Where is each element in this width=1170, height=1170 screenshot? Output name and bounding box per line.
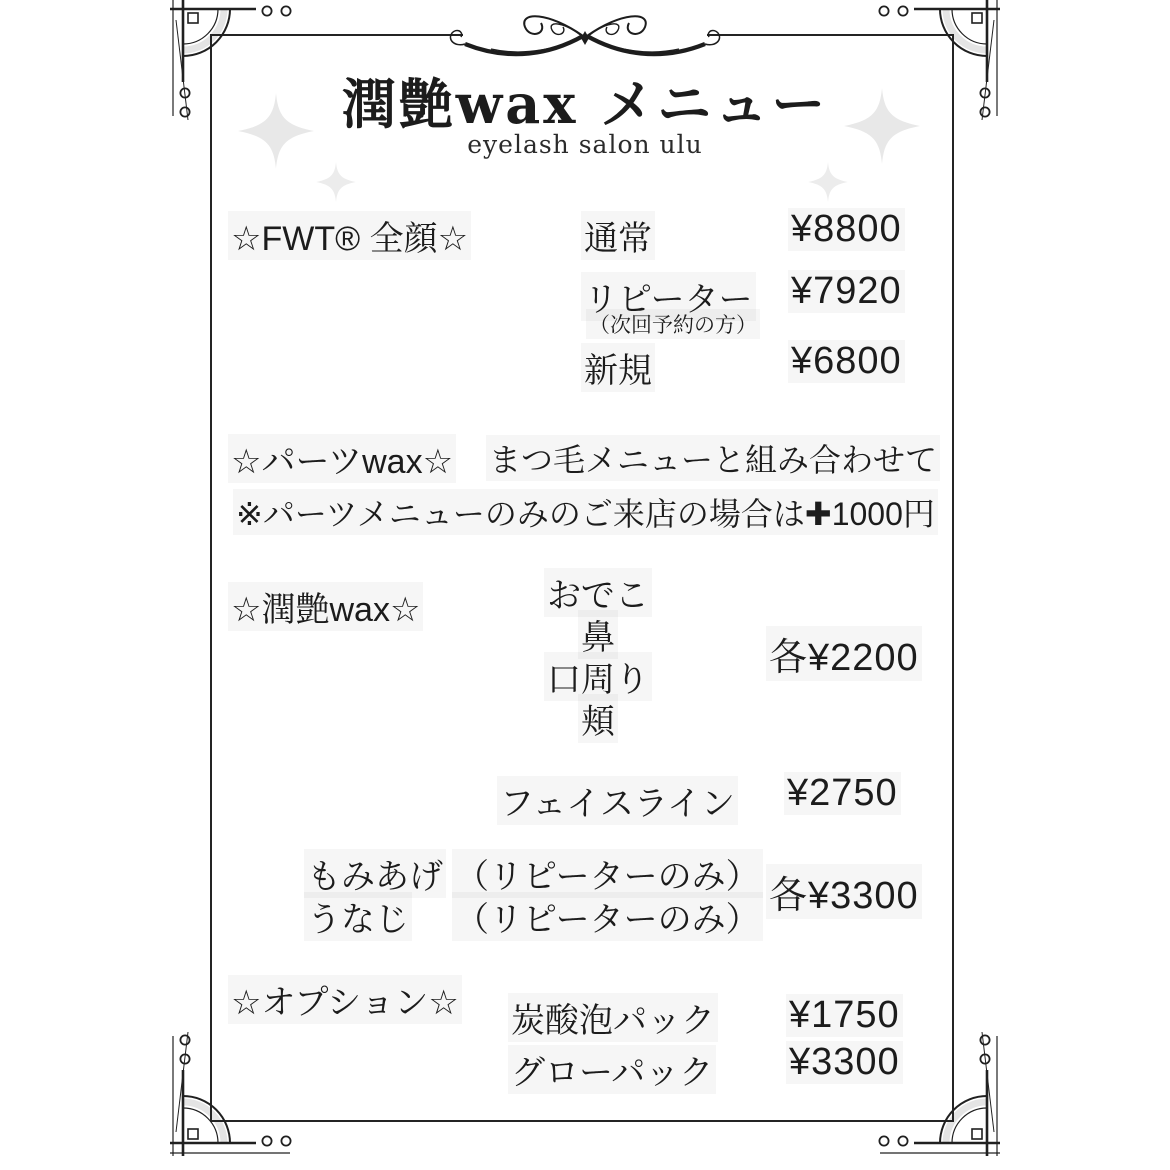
fwt-row-normal-price [788, 208, 905, 251]
row-label: もみあげ [304, 849, 446, 898]
note-text: （リピーターのみ） [452, 849, 763, 898]
fwt-row-normal-label [581, 211, 655, 260]
row-label: 炭酸泡パック [508, 993, 718, 1042]
item-label: 頬 [578, 694, 618, 743]
corner-ornament-bottom-left-icon [168, 1018, 308, 1158]
juntsuya-item-cheek [498, 694, 698, 743]
faceline-label [497, 776, 738, 825]
price-value: ¥6800 [788, 340, 905, 383]
nape-note [452, 892, 763, 941]
section-heading-fwt-label: ☆FWT® 全顔☆ [228, 211, 471, 260]
note-text: （リピーターのみ） [452, 892, 763, 941]
row-label: グローパック [508, 1045, 716, 1094]
row-label: 通常 [581, 211, 655, 260]
option-glow-pack-price [786, 1041, 903, 1084]
price-value: ¥2750 [784, 772, 901, 815]
price-value: 各¥3300 [766, 864, 922, 919]
fwt-row-new-label [581, 343, 655, 392]
sideburns-label [304, 849, 446, 898]
price-value: ¥8800 [788, 208, 905, 251]
price-value: ¥3300 [786, 1041, 903, 1084]
section-heading-options-label: ☆オプション☆ [228, 975, 462, 1024]
fwt-row-new-price [788, 340, 905, 383]
row-label: フェイスライン [497, 776, 738, 825]
row-label: リピーター [581, 272, 756, 321]
parts-surcharge-note [233, 489, 938, 535]
section-heading-parts [228, 434, 456, 483]
option-carbonated-pack-label [508, 993, 718, 1042]
row-label: うなじ [304, 892, 412, 941]
description-text: まつ毛メニューと組み合わせて [486, 435, 940, 481]
row-label: 新規 [581, 343, 655, 392]
option-glow-pack-label [508, 1045, 716, 1094]
sideburns-note [452, 849, 763, 898]
price-value: ¥1750 [786, 994, 903, 1037]
section-heading-fwt [228, 211, 471, 260]
sparkle-icon [808, 162, 848, 202]
fwt-row-repeater-price [788, 270, 905, 313]
item-label: 口周り [544, 652, 652, 701]
juntsuya-items-price [766, 626, 922, 681]
corner-ornament-bottom-right-icon [862, 1018, 1002, 1158]
section-heading-juntsuya [228, 582, 423, 631]
option-carbonated-pack-price [786, 994, 903, 1037]
nape-label [304, 892, 412, 941]
note-text: （次回予約の方） [586, 309, 760, 339]
price-value: ¥7920 [788, 270, 905, 313]
page-subtitle: eyelash salon ulu [467, 130, 703, 159]
section-heading-parts-label: ☆パーツwax☆ [228, 434, 456, 483]
repeater-items-price [766, 864, 922, 919]
parts-description [486, 435, 940, 481]
price-value: 各¥2200 [766, 626, 922, 681]
section-heading-options [228, 975, 462, 1024]
item-label: 鼻 [578, 610, 618, 659]
note-text: ※パーツメニューのみのご来店の場合は✚1000円 [233, 489, 938, 535]
sparkle-icon [316, 162, 356, 202]
section-heading-juntsuya-label: ☆潤艶wax☆ [228, 582, 423, 631]
fwt-repeater-note [586, 309, 760, 339]
item-label: おでこ [544, 568, 652, 617]
page-title: 潤艶wax メニュー [341, 72, 829, 136]
faceline-price [784, 772, 901, 815]
